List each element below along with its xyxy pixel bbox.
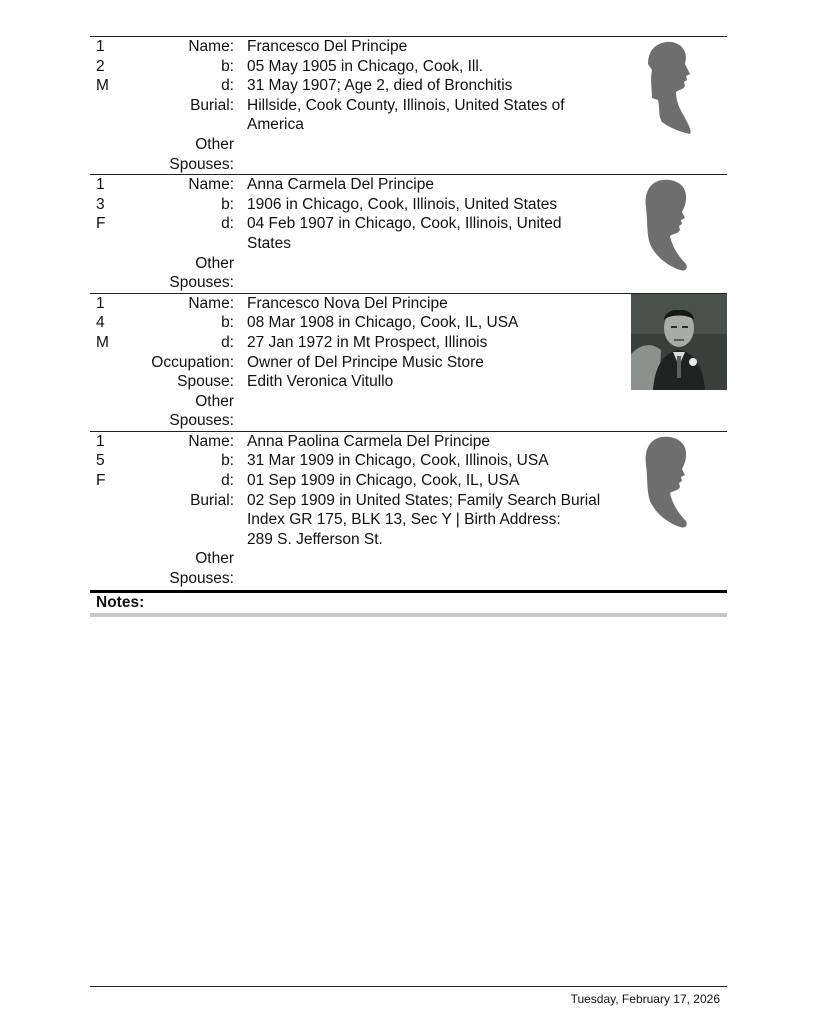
footer-divider <box>90 986 727 987</box>
record-index <box>90 392 148 412</box>
field-label: Name: <box>188 176 234 194</box>
record-index: 1 <box>96 176 105 194</box>
field-label: Name: <box>188 38 234 55</box>
field-label <box>148 115 240 135</box>
field-value <box>240 392 627 412</box>
family-group-sheet <box>90 36 727 617</box>
record-row <box>90 530 727 550</box>
record-index: 1 <box>96 294 105 312</box>
record-row <box>90 411 727 431</box>
field-value: 01 Sep 1909 in Chicago, Cook, IL, USA <box>247 472 520 490</box>
field-label: Other <box>195 550 234 568</box>
field-value <box>240 411 627 431</box>
record-index <box>90 234 148 254</box>
field-value: Anna Carmela Del Principe <box>247 176 434 194</box>
record-index: F <box>96 215 106 233</box>
record-index <box>90 115 148 135</box>
record-index: M <box>96 77 109 95</box>
field-label: Other <box>195 135 234 153</box>
field-label: Spouses: <box>169 412 234 430</box>
record-index: 2 <box>96 57 105 75</box>
field-value: 31 Mar 1909 in Chicago, Cook, Illinois, USA <box>247 452 549 470</box>
notes-section <box>90 590 727 613</box>
field-label: Spouses: <box>169 274 234 292</box>
field-value: Edith Veronica Vitullo <box>247 373 394 391</box>
field-value: States <box>247 234 291 252</box>
record-index: 4 <box>96 314 105 332</box>
record-index <box>90 372 148 392</box>
field-value <box>240 254 627 274</box>
record-index <box>90 510 148 530</box>
field-value <box>240 273 627 293</box>
record-index <box>90 135 148 155</box>
record-index <box>90 353 148 373</box>
portrait-photo <box>631 294 727 390</box>
field-label: Spouse: <box>177 373 234 391</box>
field-label: d: <box>221 333 234 351</box>
person-record <box>90 293 727 431</box>
field-value: Francesco Del Principe <box>247 38 408 55</box>
field-label: Other <box>195 254 234 272</box>
field-value: 1906 in Chicago, Cook, Illinois, United States <box>247 195 558 213</box>
field-label: Spouses: <box>169 155 234 173</box>
field-value: 05 May 1905 in Chicago, Cook, Ill. <box>247 57 484 75</box>
field-label: b: <box>221 57 234 75</box>
person-record <box>90 431 727 589</box>
record-index: 5 <box>96 452 105 470</box>
field-value <box>240 135 627 155</box>
field-value <box>240 569 627 589</box>
field-label: Other <box>195 392 234 410</box>
field-label: d: <box>221 472 234 490</box>
record-index <box>90 530 148 550</box>
field-label: d: <box>221 77 234 95</box>
footer-date: Tuesday, February 17, 2026 <box>570 992 720 1006</box>
field-label: Burial: <box>190 96 234 114</box>
record-row <box>90 155 727 175</box>
record-index <box>90 254 148 274</box>
field-label: Name: <box>188 432 234 450</box>
field-value: 31 May 1907; Age 2, died of Bronchitis <box>247 77 513 95</box>
female-silhouette-icon <box>632 435 707 531</box>
field-value: America <box>247 116 304 134</box>
field-value: Owner of Del Principe Music Store <box>247 353 484 371</box>
female-silhouette-icon <box>632 178 707 274</box>
record-index: 1 <box>96 38 105 55</box>
record-index: F <box>96 472 106 490</box>
field-value: Francesco Nova Del Principe <box>247 294 448 312</box>
record-index <box>90 491 148 511</box>
record-index: 3 <box>96 195 105 213</box>
field-label: Spouses: <box>169 570 234 588</box>
field-value: 02 Sep 1909 in United States; Family Search Burial <box>247 491 601 509</box>
field-label <box>148 530 240 550</box>
notes-label: Notes: <box>96 593 145 611</box>
notes-divider <box>90 613 727 617</box>
field-value: Index GR 175, BLK 13, Sec Y | Birth Address: <box>247 511 561 529</box>
male-silhouette-icon <box>632 40 707 136</box>
record-row <box>90 135 727 155</box>
field-label: d: <box>221 215 234 233</box>
field-label: Burial: <box>190 491 234 509</box>
field-value: 289 S. Jefferson St. <box>247 530 383 548</box>
record-index: 1 <box>96 432 105 450</box>
field-label <box>148 510 240 530</box>
field-value: 08 Mar 1908 in Chicago, Cook, IL, USA <box>247 314 519 332</box>
field-label: Name: <box>188 294 234 312</box>
field-label: b: <box>221 452 234 470</box>
field-value: 27 Jan 1972 in Mt Prospect, Illinois <box>247 333 488 351</box>
record-index <box>90 569 148 589</box>
record-index: M <box>96 333 109 351</box>
field-value: 04 Feb 1907 in Chicago, Cook, Illinois, United <box>247 215 562 233</box>
record-index <box>90 549 148 569</box>
field-value: Hillside, Cook County, Illinois, United States of <box>247 96 565 114</box>
record-row <box>90 392 727 412</box>
field-label <box>148 234 240 254</box>
children-list <box>90 36 727 589</box>
record-row <box>90 569 727 589</box>
field-value <box>240 155 627 175</box>
field-label: b: <box>221 195 234 213</box>
record-index <box>90 273 148 293</box>
record-row <box>90 273 727 293</box>
field-label: b: <box>221 314 234 332</box>
person-record <box>90 174 727 293</box>
person-record <box>90 36 727 174</box>
field-value: Anna Paolina Carmela Del Principe <box>247 432 490 450</box>
record-row <box>90 549 727 569</box>
field-label: Occupation: <box>151 353 234 371</box>
record-index <box>90 411 148 431</box>
record-index <box>90 155 148 175</box>
record-index <box>90 96 148 116</box>
field-value <box>240 549 627 569</box>
